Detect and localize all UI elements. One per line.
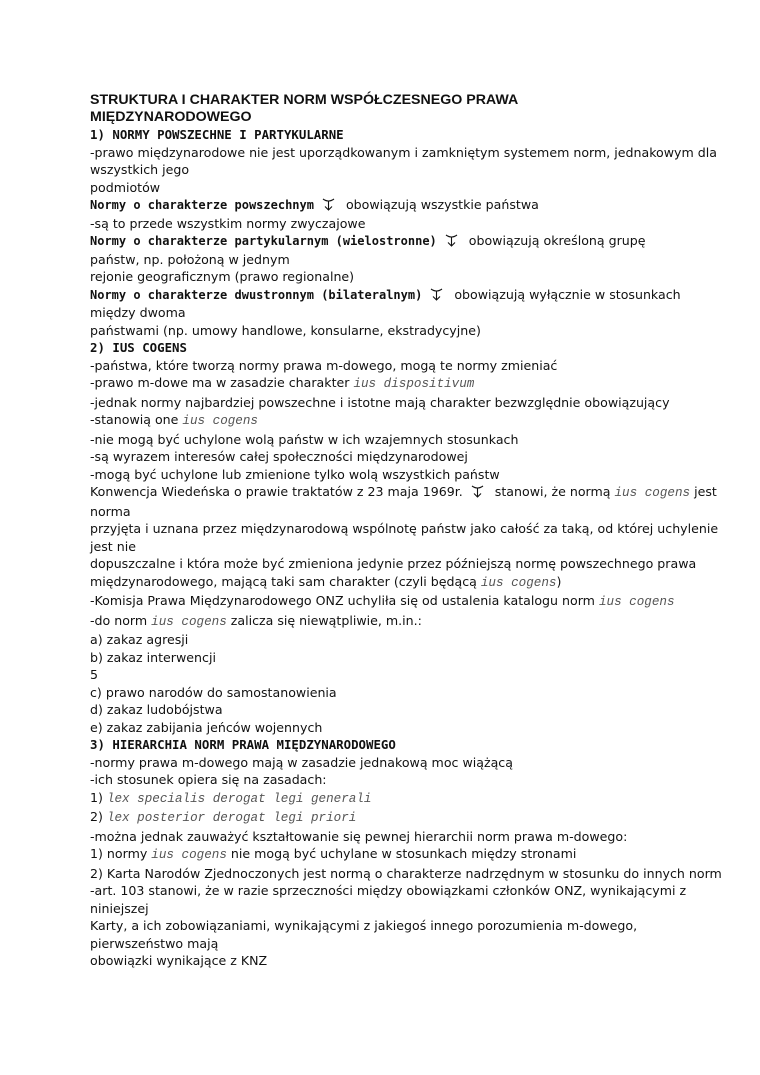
latin-term: lex posterior derogat legi priori	[106, 811, 357, 825]
list-item: b) zakaz interwencji	[90, 649, 216, 665]
norm-universal-text: obowiązują wszystkie państwa	[345, 197, 539, 212]
norm-particular-text: obowiązują określoną grupę	[468, 233, 646, 248]
text-run: -Komisja Prawa Międzynarodowego ONZ uchyliła się od ustalenia katalogu norm	[90, 593, 599, 608]
paragraph-line	[90, 573, 690, 593]
text-run: jest	[690, 484, 717, 499]
list-item: d) zakaz ludobójstwa	[90, 702, 223, 717]
paragraph-line	[90, 808, 690, 828]
norm-bilateral-line	[90, 286, 690, 305]
paragraph-line: 2) Karta Narodów Zjednoczonych jest normą o charakterze nadrzędnym w stosunku do innych norm	[90, 865, 722, 881]
text-run: międzynarodowego, mającą taki sam charakter (czyli będącą	[90, 573, 481, 589]
paragraph-line: -art. 103 stanowi, że w razie sprzeczności między obowiązkami członków ONZ, wynikającymi z	[90, 883, 687, 898]
paragraph-line: -normy prawa m-dowego mają w zasadzie jednakową moc wiążącą	[90, 754, 513, 770]
latin-term: ius dispositivum	[353, 377, 475, 391]
paragraph-line: -ich stosunek opiera się na zasadach:	[90, 772, 327, 787]
paragraph-line: między dwoma	[90, 305, 186, 320]
latin-term: ius cogens	[614, 486, 691, 500]
paragraph-line	[90, 612, 690, 632]
paragraph-line: państw, np. położoną w jednym	[90, 251, 290, 267]
paragraph-line: -prawo międzynarodowe nie jest uporządkowanym i zamkniętym systemem norm, jednakowym dla	[90, 144, 717, 160]
paragraph-line	[90, 411, 690, 431]
latin-term: lex specialis derogat legi generali	[106, 791, 372, 806]
paragraph-line: pierwszeństwo mają	[90, 935, 219, 951]
page-number: 5	[90, 667, 99, 682]
text-run: )	[556, 573, 562, 589]
norm-universal-line	[90, 196, 690, 215]
list-item: e) zakaz zabijania jeńców wojennych	[90, 719, 323, 735]
paragraph-line	[90, 845, 690, 865]
paragraph-line: jest nie	[90, 538, 136, 554]
section2-heading: 2) IUS COGENS	[90, 340, 187, 355]
paragraph-line: -są to przede wszystkim normy zwyczajowe	[90, 215, 366, 231]
latin-term: ius cogens	[182, 414, 258, 428]
arrow-icon	[322, 198, 335, 211]
paragraph-line: niniejszej	[90, 900, 149, 916]
paragraph-line: -państwa, które tworzą normy prawa m-dowego, mogą te normy zmieniać	[90, 357, 558, 373]
paragraph-line: -jednak normy najbardziej powszechne i istotne mają charakter bezwzględnie obowiązujący	[90, 394, 670, 410]
latin-term: ius cogens	[598, 595, 675, 609]
paragraph-line	[90, 592, 690, 612]
paragraph-line: norma	[90, 503, 131, 519]
paragraph-line: -są wyrazem interesów całej społeczności międzynarodowej	[90, 449, 468, 464]
norm-bilateral-text: obowiązują wyłącznie w stosunkach	[454, 286, 681, 302]
document-page	[90, 92, 722, 970]
norm-bilateral-term: Normy o charakterze dwustronnym (bilateralnym)	[90, 287, 423, 302]
paragraph-line	[90, 789, 690, 809]
paragraph-line: Karty, a ich zobowiązaniami, wynikającymi z jakiegoś innego porozumienia m-dowego,	[90, 918, 638, 933]
norm-universal-term: Normy o charakterze powszechnym	[90, 198, 314, 212]
text-run: 1) normy	[90, 846, 152, 861]
document-title-line1: STRUKTURA I CHARAKTER NORM WSPÓŁCZESNEGO PRAWA	[90, 92, 519, 108]
text-run: zalicza się niewątpliwie, m.in.:	[226, 612, 422, 628]
paragraph-line: dopuszczalne i która może być zmieniona jedynie przez późniejszą normę powszechnego prawa	[90, 556, 697, 571]
text-run: -prawo m-dowe ma w zasadzie charakter	[90, 375, 354, 390]
section3-heading: 3) HIERARCHIA NORM PRAWA MIĘDZYNARODOWEGO	[90, 737, 396, 752]
paragraph-line: wszystkich jego	[90, 162, 190, 177]
text-run: -stanowią one	[90, 412, 183, 427]
list-item: c) prawo narodów do samostanowienia	[90, 684, 337, 700]
paragraph-line: obowiązki wynikające z KNZ	[90, 953, 268, 968]
paragraph-line: -można jednak zauważyć kształtowanie się pewnej hierarchii norm prawa m-dowego:	[90, 828, 628, 844]
latin-term: ius cogens	[151, 848, 227, 862]
arrow-icon	[430, 288, 443, 301]
paragraph-line: -nie mogą być uchylone wolą państw w ich wzajemnych stosunkach	[90, 431, 519, 447]
norm-particular-line	[90, 232, 690, 251]
document-title-line2: MIĘDZYNARODOWEGO	[90, 109, 252, 125]
text-run: nie mogą być uchylane w stosunkach między stronami	[226, 846, 577, 861]
vienna-convention-line	[90, 483, 717, 503]
section1-heading: 1) NORMY POWSZECHNE I PARTYKULARNE	[90, 127, 344, 142]
paragraph-line	[90, 374, 690, 394]
paragraph-line: państwami (np. umowy handlowe, konsularne, ekstradycyjne)	[90, 322, 481, 338]
latin-term: ius cogens	[480, 575, 557, 590]
paragraph-line: przyjęta i uznana przez międzynarodową wspólnotę państw jako całość za taką, od której uchylenie	[90, 521, 719, 536]
paragraph-line: podmiotów	[90, 179, 161, 195]
norm-particular-term: Normy o charakterze partykularnym (wielostronne)	[90, 234, 437, 248]
latin-term: ius cogens	[151, 614, 227, 629]
arrow-icon	[471, 485, 484, 498]
text-run: stanowi, że normą	[494, 484, 615, 499]
paragraph-line: -mogą być uchylone lub zmienione tylko wolą wszystkich państw	[90, 466, 500, 482]
text-run: 2)	[90, 809, 107, 824]
arrow-icon	[445, 234, 458, 247]
text-run: -do norm	[90, 612, 152, 628]
text-run: 1)	[90, 789, 107, 805]
text-run: Konwencja Wiedeńska o prawie traktatów z 23 maja 1969r.	[90, 484, 463, 499]
paragraph-line: rejonie geograficznym (prawo regionalne)	[90, 269, 355, 284]
list-item: a) zakaz agresji	[90, 632, 189, 647]
